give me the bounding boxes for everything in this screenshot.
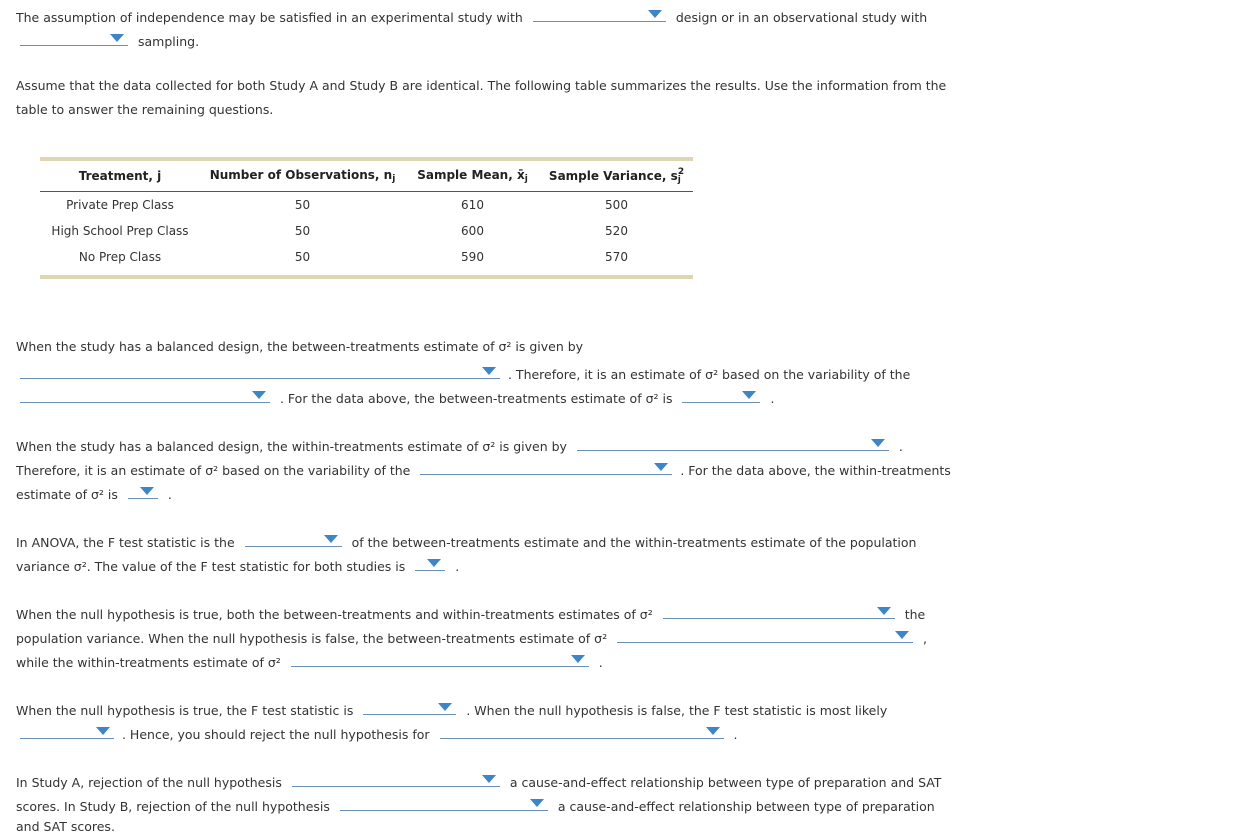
intro-line1: Assume that the data collected for both Study A and Study B are identical. The following table summarizes the results. Use the information from the bbox=[16, 78, 947, 93]
f-statistic-value-dropdown[interactable] bbox=[415, 553, 445, 571]
cell-variance: 520 bbox=[605, 224, 628, 238]
q7-text-2: a cause-and-effect relationship between type of preparation and SAT bbox=[509, 775, 942, 790]
chevron-down-icon bbox=[482, 367, 496, 375]
q4-line2 bbox=[16, 553, 459, 573]
q5-line1 bbox=[16, 601, 925, 621]
within-formula-dropdown[interactable] bbox=[577, 433, 889, 451]
q1-text-3: sampling. bbox=[137, 34, 200, 49]
chevron-down-icon bbox=[871, 439, 885, 447]
q5-text-2: the bbox=[904, 607, 926, 622]
cell-treatment: No Prep Class bbox=[78, 250, 162, 264]
q3-line2 bbox=[16, 457, 951, 477]
q7-text-1: In Study A, rejection of the null hypothesis bbox=[16, 775, 282, 790]
q6-line1 bbox=[16, 697, 887, 717]
cell-mean: 590 bbox=[461, 250, 484, 264]
chevron-down-icon bbox=[571, 655, 585, 663]
q4-text-3: variance σ². The value of the F test statistic for both studies is bbox=[16, 559, 406, 574]
table-header-row bbox=[40, 161, 693, 192]
design-type-dropdown[interactable] bbox=[533, 4, 666, 22]
cell-mean: 610 bbox=[461, 198, 484, 212]
q4-text-1: In ANOVA, the F test statistic is the bbox=[16, 535, 235, 550]
cell-variance: 570 bbox=[605, 250, 628, 264]
null-false-f-dropdown[interactable] bbox=[20, 721, 114, 739]
q7-line1 bbox=[16, 769, 941, 789]
table-bottom-rule bbox=[40, 275, 693, 279]
q3-text-4: . For the data above, the within-treatments bbox=[680, 463, 951, 478]
summary-table bbox=[40, 157, 693, 270]
header-sample-mean: Sample Mean, $x̄_j$ bbox=[405, 161, 540, 192]
null-true-estimates-dropdown[interactable] bbox=[663, 601, 895, 619]
q2-line3 bbox=[16, 385, 774, 405]
q7-text-3: scores. In Study B, rejection of the null hypothesis bbox=[16, 799, 330, 814]
q5-text-5: while the within-treatments estimate of σ² bbox=[16, 655, 281, 670]
null-true-f-dropdown[interactable] bbox=[363, 697, 456, 715]
cell-observations: 50 bbox=[294, 198, 311, 212]
q6-text-3: . Hence, you should reject the null hypothesis for bbox=[121, 727, 430, 742]
q6-text-4: . bbox=[733, 727, 738, 742]
within-estimate-dropdown[interactable] bbox=[128, 481, 158, 499]
chevron-down-icon bbox=[427, 559, 441, 567]
q2-line1: When the study has a balanced design, the between-treatments estimate of σ² is given by bbox=[16, 339, 584, 354]
table-row bbox=[40, 244, 693, 270]
q5-text-1: When the null hypothesis is true, both the between-treatments and within-treatments estimates of σ² bbox=[16, 607, 653, 622]
null-false-between-dropdown[interactable] bbox=[617, 625, 913, 643]
between-estimate-dropdown[interactable] bbox=[682, 385, 760, 403]
chevron-down-icon bbox=[110, 34, 124, 42]
cell-mean: 600 bbox=[461, 224, 484, 238]
q5-text-3: population variance. When the null hypothesis is false, the between-treatments estimate of σ² bbox=[16, 631, 608, 646]
chevron-down-icon bbox=[654, 463, 668, 471]
q1-text-1: The assumption of independence may be satisfied in an experimental study with bbox=[16, 10, 523, 25]
q1-line1 bbox=[16, 4, 927, 24]
q3-line3 bbox=[16, 481, 172, 501]
q5-text-4: , bbox=[923, 631, 928, 646]
q1-line2 bbox=[16, 28, 199, 48]
reject-condition-dropdown[interactable] bbox=[440, 721, 724, 739]
study-a-conclusion-dropdown[interactable] bbox=[292, 769, 500, 787]
chevron-down-icon bbox=[140, 487, 154, 495]
q4-line1 bbox=[16, 529, 916, 549]
q3-text-2: . bbox=[898, 439, 903, 454]
q5-text-6: . bbox=[598, 655, 603, 670]
q2-line2 bbox=[16, 361, 910, 381]
q7-line2 bbox=[16, 793, 935, 813]
chevron-down-icon bbox=[96, 727, 110, 735]
study-b-conclusion-dropdown[interactable] bbox=[340, 793, 548, 811]
q3-text-3: Therefore, it is an estimate of σ² based on the variability of the bbox=[16, 463, 411, 478]
chevron-down-icon bbox=[648, 10, 662, 18]
within-variability-dropdown[interactable] bbox=[420, 457, 672, 475]
f-statistic-relation-dropdown[interactable] bbox=[245, 529, 342, 547]
table-row bbox=[40, 192, 693, 219]
chevron-down-icon bbox=[742, 391, 756, 399]
chevron-down-icon bbox=[482, 775, 496, 783]
cell-treatment: High School Prep Class bbox=[51, 224, 189, 238]
q2-text-2: . Therefore, it is an estimate of σ² based on the variability of the bbox=[507, 367, 911, 382]
chevron-down-icon bbox=[252, 391, 266, 399]
q6-text-2: . When the null hypothesis is false, the F test statistic is most likely bbox=[466, 703, 888, 718]
cell-variance: 500 bbox=[605, 198, 628, 212]
null-false-within-dropdown[interactable] bbox=[291, 649, 589, 667]
intro-line2: table to answer the remaining questions. bbox=[16, 102, 274, 117]
q3-text-1: When the study has a balanced design, the within-treatments estimate of σ² is given by bbox=[16, 439, 567, 454]
cell-observations: 50 bbox=[294, 224, 311, 238]
sampling-type-dropdown[interactable] bbox=[20, 28, 128, 46]
q7-text-4: a cause-and-effect relationship between type of preparation bbox=[557, 799, 935, 814]
q5-line2 bbox=[16, 625, 927, 645]
chevron-down-icon bbox=[438, 703, 452, 711]
between-formula-dropdown[interactable] bbox=[20, 361, 500, 379]
cell-observations: 50 bbox=[294, 250, 311, 264]
q6-line2 bbox=[16, 721, 738, 741]
q6-text-1: When the null hypothesis is true, the F test statistic is bbox=[16, 703, 354, 718]
q2-text-3: . For the data above, the between-treatments estimate of σ² is bbox=[279, 391, 673, 406]
cell-treatment: Private Prep Class bbox=[66, 198, 174, 212]
chevron-down-icon bbox=[706, 727, 720, 735]
chevron-down-icon bbox=[324, 535, 338, 543]
q5-line3 bbox=[16, 649, 603, 669]
chevron-down-icon bbox=[895, 631, 909, 639]
header-observations: Number of Observations, $n_j$ bbox=[200, 161, 405, 192]
q4-text-2: of the between-treatments estimate and the within-treatments estimate of the population bbox=[351, 535, 917, 550]
q3-text-6: . bbox=[167, 487, 172, 502]
q1-text-2: design or in an observational study with bbox=[675, 10, 928, 25]
q3-text-5: estimate of σ² is bbox=[16, 487, 118, 502]
table-row bbox=[40, 218, 693, 244]
q3-line1 bbox=[16, 433, 903, 453]
q7-line3: and SAT scores. bbox=[16, 819, 115, 834]
header-sample-variance: Sample Variance, $s_j^2$ bbox=[540, 161, 693, 192]
chevron-down-icon bbox=[877, 607, 891, 615]
q2-text-4: . bbox=[770, 391, 775, 406]
header-treatment: Treatment, j bbox=[40, 161, 200, 192]
chevron-down-icon bbox=[530, 799, 544, 807]
between-variability-dropdown[interactable] bbox=[20, 385, 270, 403]
q4-text-4: . bbox=[455, 559, 460, 574]
